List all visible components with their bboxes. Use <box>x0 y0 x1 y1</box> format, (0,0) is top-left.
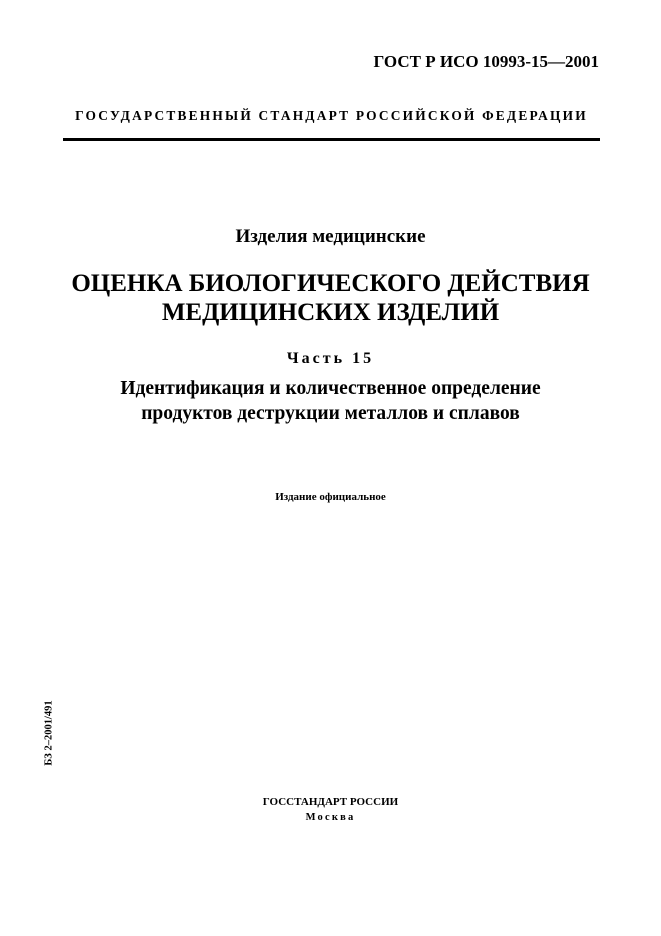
part-title <box>0 376 661 426</box>
document-title-line-2: МЕДИЦИНСКИХ ИЗДЕЛИЙ <box>161 299 500 326</box>
publisher-name: ГОССТАНДАРТ РОССИИ <box>262 796 399 808</box>
side-catalog-code: БЗ 2–2001/491 <box>43 700 55 766</box>
organization-heading: ГОСУДАРСТВЕННЫЙ СТАНДАРТ РОССИЙСКОЙ ФЕДЕРАЦИИ <box>75 108 588 123</box>
document-subtitle: Изделия медицинские <box>235 226 426 247</box>
document-title <box>0 269 661 327</box>
edition-label: Издание официальное <box>275 491 386 503</box>
header-divider <box>63 138 600 141</box>
document-title-line-1: ОЦЕНКА БИОЛОГИЧЕСКОГО ДЕЙСТВИЯ <box>71 270 590 297</box>
part-title-line-1: Идентификация и количественное определение <box>120 378 541 399</box>
publisher-city: Москва <box>305 812 356 823</box>
part-number: Часть 15 <box>286 350 375 367</box>
part-title-line-2: продуктов деструкции металлов и сплавов <box>141 403 520 424</box>
document-code: ГОСТ Р ИСО 10993-15—2001 <box>373 52 599 71</box>
